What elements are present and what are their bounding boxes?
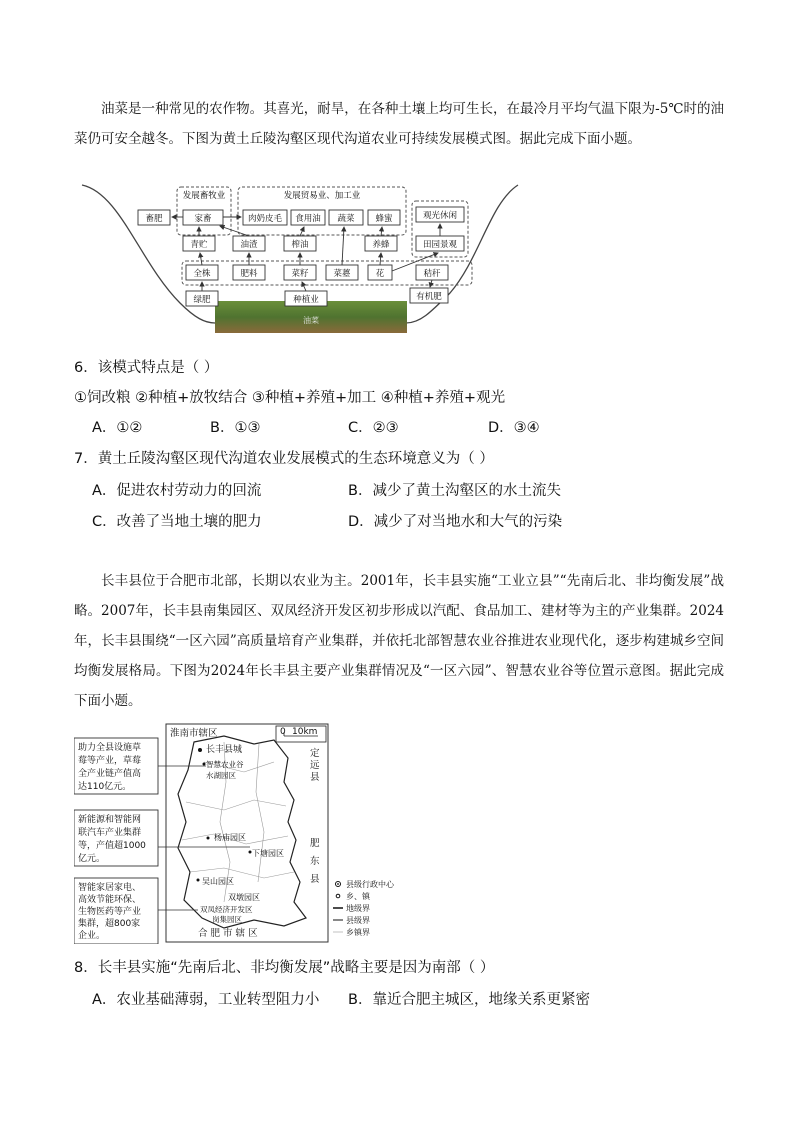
- huainan-label: 淮南市辖区: [170, 728, 218, 739]
- box1-line3: 全产业链产值高: [78, 769, 142, 779]
- rape-label: 油菜: [303, 316, 319, 325]
- box2-line4: 亿元。: [78, 854, 106, 864]
- svg-text:乡、镇: 乡、镇: [346, 892, 370, 901]
- passage-1: 油菜是一种常见的农作物。其喜光，耐旱，在各种土壤上均可生长，在最冷月平均气温下限为-5℃时的油菜仍可安全越冬。下图为黄土丘陵沟壑区现代沟道农业可持续发展模式图。据此完成下面小题。: [74, 101, 724, 147]
- wushan-park-label: 吴山园区: [202, 877, 234, 886]
- agri-model-diagram: [80, 183, 520, 338]
- node-dairy: 肉奶皮毛: [247, 214, 283, 224]
- node-oil-residue: 油渣: [240, 240, 258, 250]
- box1-line2: 莓等产业，草莓: [78, 756, 142, 766]
- map-legend: [333, 879, 395, 937]
- node-green-manure: 绿肥: [193, 295, 211, 305]
- question-8-option-b[interactable]: B．靠近合肥主城区，地缘关系更紧密: [348, 992, 590, 1008]
- box1-line1: 助力全县设施草: [78, 743, 142, 753]
- box2-line1: 新能源和智能网: [78, 815, 142, 825]
- node-beekeeping: 养蜂: [372, 240, 390, 250]
- node-organic: 有机肥: [416, 292, 442, 302]
- question-8-stem: 8．长丰县实施“先南后北、非均衡发展”战略主要是因为南部（ ）: [74, 960, 495, 976]
- svg-text:乡镇界: 乡镇界: [346, 928, 370, 937]
- question-6-option-d[interactable]: D．③④: [488, 420, 540, 436]
- svg-text:县级行政中心: 县级行政中心: [346, 880, 394, 889]
- svg-text:肥: 肥: [310, 838, 320, 849]
- box3-line2: 高效节能环保、: [78, 895, 142, 905]
- node-honey: 蜂蜜: [375, 214, 393, 224]
- svg-text:定: 定: [310, 748, 320, 759]
- node-stems: 菜薹: [333, 269, 351, 279]
- question-7-option-a[interactable]: A．促进农村劳动力的回流: [92, 483, 262, 499]
- node-feed: 青贮: [190, 240, 208, 250]
- scale-label: 10km: [292, 727, 318, 737]
- node-vegetables: 蔬菜: [337, 214, 355, 224]
- svg-text:县: 县: [310, 874, 320, 885]
- question-6-option-c[interactable]: C．②③: [348, 420, 399, 436]
- question-6-option-a[interactable]: A．①②: [92, 420, 143, 436]
- node-fertilizer: 畜肥: [145, 214, 163, 224]
- changfeng-map: [74, 722, 414, 944]
- shuihu-park-label: 水湖园区: [206, 771, 236, 780]
- node-straw: 秸秆: [423, 269, 441, 279]
- svg-text:县级界: 县级界: [346, 916, 370, 925]
- agri-valley-label: 智慧农业谷: [206, 760, 244, 769]
- xiatang-park-label: 下塘园区: [252, 849, 284, 858]
- box1-line4: 达110亿元。: [78, 782, 132, 792]
- node-edible-oil: 食用油: [295, 214, 321, 224]
- shuangfeng-zone-label: 双凤经济开发区: [200, 905, 253, 914]
- shuangdun-park-label: 双墩园区: [228, 893, 260, 902]
- group-livestock-label: 发展畜牧业: [182, 191, 226, 201]
- node-livestock: 家畜: [194, 214, 212, 224]
- question-7-option-d[interactable]: D．减少了对当地水和大气的污染: [348, 514, 563, 530]
- node-flower: 花: [375, 269, 385, 279]
- box3-line1: 智能家居家电、: [78, 883, 142, 893]
- box3-line4: 集群，超800家: [78, 919, 141, 929]
- svg-text:县: 县: [310, 772, 320, 783]
- question-7-option-c[interactable]: C．改善了当地土壤的肥力: [92, 514, 262, 530]
- node-whole-plant: 全株: [193, 269, 211, 279]
- changfeng-town-label: 长丰县城: [206, 745, 243, 755]
- yangmiao-park-label: 杨庙园区: [214, 833, 246, 842]
- question-6-items: ①饲改粮 ②种植+放牧结合 ③种植+养殖+加工 ④种植+养殖+观光: [74, 390, 506, 406]
- dingyuan-label: [310, 747, 320, 783]
- box3-line5: 企业。: [78, 931, 106, 941]
- question-7-option-b[interactable]: B．减少了黄土沟壑区的水土流失: [348, 483, 561, 499]
- passage-2: 长丰县位于合肥市北部，长期以农业为主。2001年，长丰县实施“工业立县”“先南后北、非均衡发展”战略。2007年，长丰县南集园区、双凤经济开发区初步形成以汽配、食品加工、建材等为主的产业集群。2024年，长丰县围绕“一区六园”高质量培育产业集群，并依托北部智慧农业谷推进农业现代化，逐步构建城乡空间均衡发展格局。下图为2024年长丰县主要产业集群情况及“一区六园”、智慧农业谷等位置示意图。据此完成下面小题。: [74, 573, 724, 709]
- question-8-option-a[interactable]: A．农业基础薄弱，工业转型阻力小: [92, 992, 320, 1008]
- scale-zero: 0: [280, 727, 286, 737]
- node-rapeseed: 菜籽: [291, 269, 309, 279]
- question-6-stem: 6．该模式特点是（ ）: [74, 360, 219, 376]
- hefei-label: 合 肥 市 辖 区: [198, 928, 258, 939]
- question-6-option-b[interactable]: B．①③: [210, 420, 261, 436]
- node-sightseeing: 观光休闲: [422, 211, 458, 221]
- gangji-park-label: 岗集园区: [212, 915, 242, 924]
- feidong-label: [310, 838, 320, 885]
- node-planting: 种植业: [293, 295, 319, 305]
- svg-text:远: 远: [310, 760, 320, 771]
- node-squeeze-oil: 榨油: [291, 240, 309, 250]
- group-trade-label: 发展贸易业、加工业: [283, 191, 361, 201]
- node-landscape: 田园景观: [422, 240, 458, 250]
- box2-line2: 联汽车产业集群: [78, 828, 142, 838]
- svg-text:地级界: 地级界: [346, 904, 370, 913]
- box3-line3: 生物医药等产业: [78, 907, 142, 917]
- box2-line3: 等，产值超1000: [78, 841, 146, 851]
- node-fertilizer2: 肥料: [240, 269, 258, 279]
- svg-text:东: 东: [310, 856, 320, 867]
- question-7-stem: 7．黄土丘陵沟壑区现代沟道农业发展模式的生态环境意义为（ ）: [74, 451, 494, 467]
